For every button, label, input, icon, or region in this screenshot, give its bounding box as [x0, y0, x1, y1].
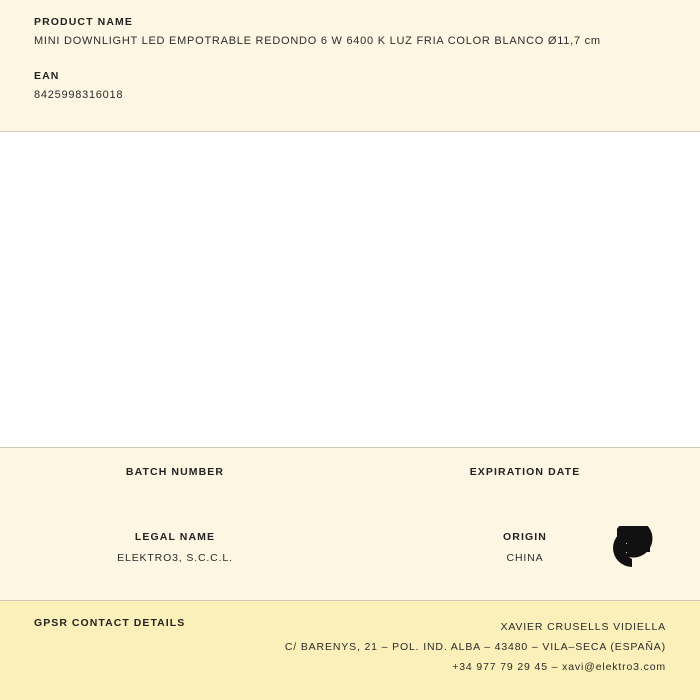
legal-name-cell [0, 531, 350, 564]
product-name-label: PRODUCT NAME [34, 16, 133, 28]
batch-number-cell [0, 466, 350, 487]
contact-address: C/ BARENYS, 21 – POL. IND. ALBA – 43480 – VILA–SECA (ESPAÑA) [284, 641, 666, 653]
ean-label: EAN [34, 70, 60, 82]
gpsr-contact-details-value [285, 617, 666, 677]
ean-value: 8425998316018 [34, 89, 124, 101]
contact-phone-email: +34 977 79 29 45 – xavi@elektro3.com [452, 661, 666, 673]
batch-details-block [0, 448, 700, 600]
expiration-date-cell [350, 466, 700, 487]
spacer [34, 47, 666, 70]
gpsr-block [0, 600, 700, 700]
batch-row [0, 466, 700, 487]
gpsr-contact-details-label: GPSR CONTACT DETAILS [34, 617, 186, 629]
legal-name-value: ELEKTRO3, S.C.C.L. [117, 552, 233, 564]
product-name-value: MINI DOWNLIGHT LED EMPOTRABLE REDONDO 6 W 6400 K LUZ FRIA COLOR BLANCO Ø11,7 cm [34, 35, 601, 47]
batch-number-label: BATCH NUMBER [125, 466, 225, 478]
product-info-block [0, 0, 700, 132]
origin-label: ORIGIN [503, 531, 547, 543]
legal-name-label: LEGAL NAME [134, 531, 216, 543]
contact-name: XAVIER CRUSELLS VIDIELLA [500, 621, 666, 633]
ce-mark-icon [588, 526, 666, 570]
product-image-area [0, 132, 700, 448]
expiration-date-label: EXPIRATION DATE [469, 466, 581, 478]
origin-value: CHINA [506, 552, 544, 564]
